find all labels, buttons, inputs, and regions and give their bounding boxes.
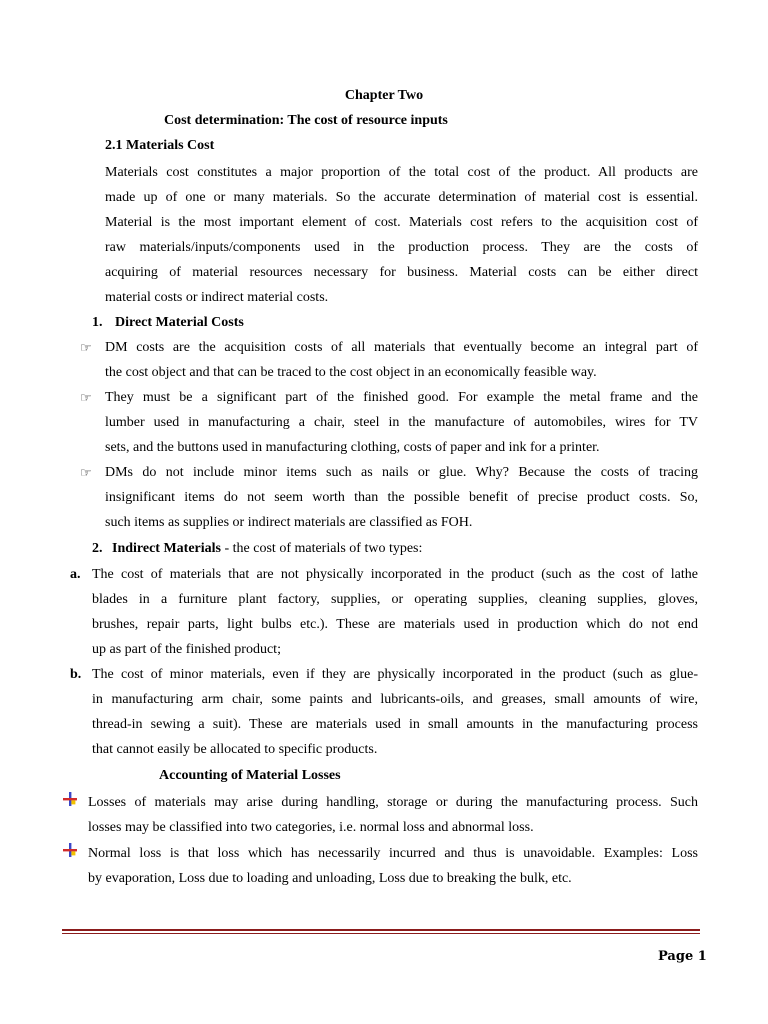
- dm-bullet-line: sets, and the buttons used in manufacturing clothing, costs of paper and ink for a printer.: [105, 440, 600, 455]
- intro-line: acquiring of material resources necessary for business. Material costs can be either direct: [105, 265, 698, 280]
- im-item-a: [92, 562, 698, 662]
- im-item-line: up as part of the finished product;: [92, 642, 281, 657]
- intro-line: Materials cost constitutes a major proportion of the total cost of the product. All products are: [105, 165, 698, 180]
- dm-bullet: [105, 460, 698, 535]
- colored-cross-icon: [63, 792, 77, 806]
- intro-line: material costs or indirect material costs.: [105, 290, 329, 305]
- dm-bullet-line: They must be a significant part of the finished good. For example the metal frame and the: [105, 390, 698, 405]
- loss-bullet-line: Normal loss is that loss which has necessarily incurred and thus is unavoidable. Examples: Loss: [88, 846, 698, 861]
- pointing-hand-icon: ☞: [80, 390, 92, 405]
- im-item-line: that cannot easily be allocated to specific products.: [92, 742, 378, 757]
- im-heading: Indirect Materials: [112, 541, 221, 556]
- loss-bullet-line: Losses of materials may arise during handling, storage or during the manufacturing process. Such: [88, 795, 698, 810]
- im-heading-row: [92, 541, 422, 557]
- im-item-b: [92, 662, 698, 762]
- page-number: Page 1: [658, 949, 707, 964]
- dm-bullet-line: lumber used in manufacturing a chair, steel in the manufacture of automobiles, wires for TV: [105, 415, 698, 430]
- list-label-a: a.: [70, 567, 81, 582]
- loss-bullet-line: losses may be classified into two categories, i.e. normal loss and abnormal loss.: [88, 820, 534, 835]
- dm-bullet-line: the cost object and that can be traced to the cost object in an economically feasible way.: [105, 365, 597, 380]
- intro-line: made up of one or many materials. So the accurate determination of material cost is essential.: [105, 190, 698, 205]
- chapter-subtitle: Cost determination: The cost of resource inputs: [164, 113, 448, 128]
- dm-bullet-line: DMs do not include minor items such as nails or glue. Why? Because the costs of tracing: [105, 465, 698, 480]
- intro-line: Material is the most important element of cost. Materials cost refers to the acquisition cost of: [105, 215, 698, 230]
- dm-bullet: [105, 385, 698, 460]
- pointing-hand-icon: ☞: [80, 340, 92, 355]
- chapter-title: Chapter Two: [344, 88, 424, 103]
- footer-rule-thick: [62, 929, 700, 931]
- loss-heading: Accounting of Material Losses: [159, 768, 341, 783]
- loss-bullet-line: by evaporation, Loss due to loading and unloading, Loss due to breaking the bulk, etc.: [88, 871, 572, 886]
- colored-cross-icon: [63, 843, 77, 857]
- intro-line: raw materials/inputs/components used in the production process. They are the costs of: [105, 240, 698, 255]
- dm-heading-number: 1.: [92, 315, 103, 330]
- im-item-line: The cost of minor materials, even if they are physically incorporated in the product (such as glue-: [92, 667, 698, 682]
- pointing-hand-icon: ☞: [80, 465, 92, 480]
- im-item-line: in manufacturing arm chair, some paints and lubricants-oils, and greases, small amounts of wire,: [92, 692, 698, 707]
- dm-bullet-line: such items as supplies or indirect materials are classified as FOH.: [105, 515, 473, 530]
- intro-paragraph: [105, 160, 698, 310]
- dm-bullet: [105, 335, 698, 385]
- loss-bullet: [88, 790, 698, 840]
- im-item-line: blades in a furniture plant factory, supplies, or operating supplies, cleaning supplies, gloves,: [92, 592, 698, 607]
- dm-bullet-line: insignificant items do not seem worth than the possible benefit of precise product costs. So,: [105, 490, 698, 505]
- dm-bullet-line: DM costs are the acquisition costs of all materials that eventually become an integral part of: [105, 340, 698, 355]
- loss-bullet: [88, 841, 698, 891]
- list-label-b: b.: [70, 667, 82, 682]
- im-heading-rest: - the cost of materials of two types:: [221, 541, 423, 556]
- dm-heading: Direct Material Costs: [115, 315, 244, 330]
- section-heading: 2.1 Materials Cost: [105, 138, 215, 153]
- im-item-line: The cost of materials that are not physically incorporated in the product (such as the cost of lathe: [92, 567, 698, 582]
- im-item-line: brushes, repair parts, light bulbs etc.). These are materials used in production which do not end: [92, 617, 698, 632]
- footer-rule-thin: [62, 933, 700, 934]
- im-item-line: thread-in sewing a suit). These are materials used in small amounts in the manufacturing process: [92, 717, 698, 732]
- im-heading-number: 2.: [92, 541, 103, 556]
